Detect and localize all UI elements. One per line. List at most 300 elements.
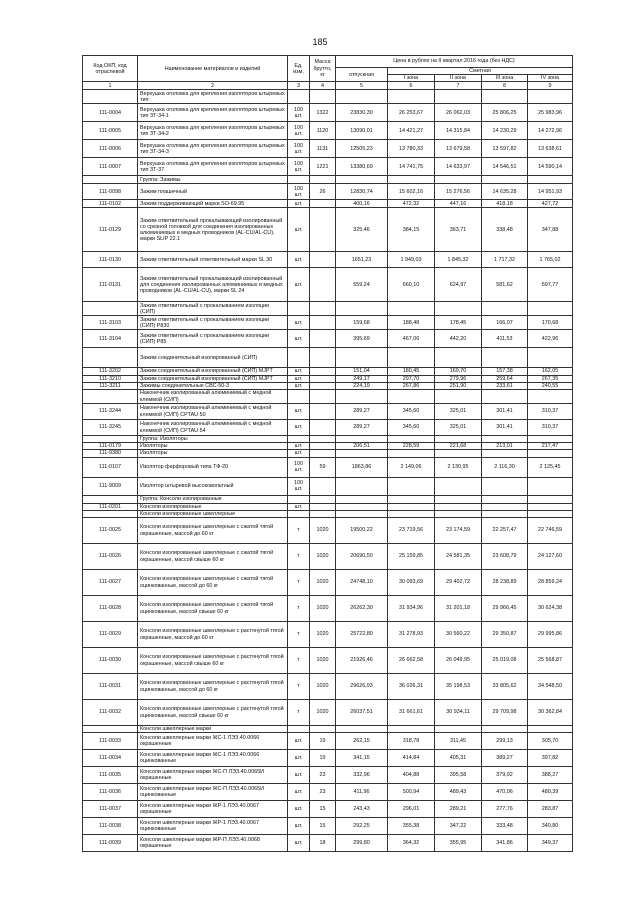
- table-row: [83, 443, 573, 450]
- cell-price-zone-1: 180,45: [388, 368, 435, 375]
- cell-code: 111-3245: [83, 420, 138, 436]
- table-row: [83, 330, 573, 348]
- cell-price-zone-3: 14 230,29: [482, 122, 528, 140]
- cell-price-zone-4: 25 568,87: [528, 648, 573, 674]
- cell-price-zone-2: 325,01: [435, 420, 482, 436]
- cell-code: [83, 495, 138, 503]
- cell-mass: 19: [310, 733, 336, 750]
- cell-price-zone-4: 14 590,14: [528, 158, 573, 176]
- cell-code: 111-3202: [83, 368, 138, 375]
- cell-code: 111-0107: [83, 457, 138, 477]
- cell-code: 111-0026: [83, 544, 138, 570]
- cell-unit: [288, 176, 310, 184]
- cell-price-zone-1: 31 278,93: [388, 622, 435, 648]
- cell-name: Консоли изолированные швеллерные с растянутой тягой окрашенные, массой до 60 кг: [138, 622, 288, 648]
- cell-price-zone-3: 389,27: [482, 750, 528, 767]
- cell-name: Зажим соединительный изолированный (СИП): [138, 348, 288, 368]
- cell-price-zone-2: [435, 477, 482, 495]
- cell-mass: [310, 330, 336, 348]
- cell-price-otpusknaya: 289,27: [336, 404, 388, 420]
- table-row: [83, 544, 573, 570]
- cell-price-otpusknaya: 20690,50: [336, 544, 388, 570]
- cell-code: [83, 436, 138, 443]
- cell-unit: 100 шт.: [288, 140, 310, 158]
- cell-price-otpusknaya: 12830,74: [336, 184, 388, 200]
- cell-price-zone-4: 480,39: [528, 784, 573, 801]
- cell-price-zone-2: 279,96: [435, 375, 482, 382]
- cell-price-zone-3: 470,06: [482, 784, 528, 801]
- cell-price-zone-2: [435, 503, 482, 510]
- cell-price-zone-1: 297,70: [388, 375, 435, 382]
- table-row: [83, 104, 573, 122]
- cell-unit: [288, 90, 310, 104]
- cell-unit: шт.: [288, 420, 310, 436]
- cell-price-zone-2: 347,22: [435, 818, 482, 835]
- cell-mass: [310, 436, 336, 443]
- cell-code: 111-0037: [83, 801, 138, 818]
- cell-price-zone-1: 267,86: [388, 382, 435, 389]
- cell-price-zone-4: 30 624,38: [528, 596, 573, 622]
- cell-unit: т: [288, 596, 310, 622]
- cell-price-otpusknaya: 325,46: [336, 208, 388, 252]
- cell-price-zone-4: [528, 390, 573, 404]
- cell-price-zone-4: 14 272,96: [528, 122, 573, 140]
- cell-name: Консоли швеллерные марки ЖС-1 ЛЭЗ.40.0066 оцинкованные: [138, 750, 288, 767]
- cell-price-zone-4: 2 125,45: [528, 457, 573, 477]
- cell-code: [83, 176, 138, 184]
- cell-price-zone-4: [528, 436, 573, 443]
- header-unit: Ед. изм.: [288, 56, 310, 82]
- cell-name: Консоли изолированные швеллерные с сжатой тягой окрашенные, массой свыше 60 кг: [138, 544, 288, 570]
- cell-price-zone-2: [435, 450, 482, 457]
- cell-price-zone-1: 23 719,56: [388, 518, 435, 544]
- cell-price-zone-4: 28 859,24: [528, 570, 573, 596]
- cell-mass: 19: [310, 750, 336, 767]
- cell-unit: [288, 348, 310, 368]
- cell-mass: [310, 252, 336, 268]
- cell-price-zone-1: 318,78: [388, 733, 435, 750]
- group-row: [83, 436, 573, 443]
- cell-code: 111-0004: [83, 104, 138, 122]
- table-row: [83, 375, 573, 382]
- cell-mass: [310, 316, 336, 330]
- cell-price-zone-1: 404,88: [388, 767, 435, 784]
- cell-mass: 26: [310, 184, 336, 200]
- table-row: [83, 596, 573, 622]
- cell-code: 111-0179: [83, 443, 138, 450]
- cell-code: [83, 390, 138, 404]
- cell-price-zone-4: 310,37: [528, 404, 573, 420]
- cell-unit: шт.: [288, 404, 310, 420]
- cell-price-zone-3: 166,07: [482, 316, 528, 330]
- cell-price-zone-4: 240,55: [528, 382, 573, 389]
- table-row: [83, 503, 573, 510]
- cell-name: Консоли швеллерные марки ЖР-1 ЛЭЗ.40.0067 окрашенные: [138, 801, 288, 818]
- cell-mass: [310, 477, 336, 495]
- cell-price-zone-1: 364,32: [388, 835, 435, 852]
- cell-price-otpusknaya: 224,19: [336, 382, 388, 389]
- cell-price-zone-2: [435, 302, 482, 316]
- group-row: [83, 176, 573, 184]
- cell-unit: шт.: [288, 375, 310, 382]
- cell-price-zone-1: 15 602,16: [388, 184, 435, 200]
- table-row: [83, 477, 573, 495]
- column-index: 7: [435, 82, 482, 90]
- cell-price-zone-3: [482, 348, 528, 368]
- cell-name: Консоли изолированные швеллерные с растянутой тягой оцинкованные, массой до 60 кг: [138, 674, 288, 700]
- header-price-title: Цена в рублях на II квартал 2016 года (без НДС): [336, 56, 573, 68]
- cell-mass: 1020: [310, 518, 336, 544]
- table-row: [83, 457, 573, 477]
- cell-price-otpusknaya: 299,80: [336, 835, 388, 852]
- cell-price-zone-1: 25 159,85: [388, 544, 435, 570]
- cell-code: 111-0129: [83, 208, 138, 252]
- cell-price-zone-2: 29 402,72: [435, 570, 482, 596]
- cell-name: Консоли швеллерные марки ЖР-1 ЛЭЗ.40.0067 оцинкованные: [138, 818, 288, 835]
- column-index: 6: [388, 82, 435, 90]
- cell-price-otpusknaya: [336, 510, 388, 517]
- cell-name: Консоли изолированные: [138, 503, 288, 510]
- cell-code: 111-0036: [83, 784, 138, 801]
- cell-price-zone-2: 395,58: [435, 767, 482, 784]
- cell-unit: [288, 726, 310, 733]
- cell-price-zone-4: 170,68: [528, 316, 573, 330]
- cell-code: [83, 348, 138, 368]
- table-row: [83, 268, 573, 302]
- cell-price-otpusknaya: 262,15: [336, 733, 388, 750]
- cell-mass: [310, 348, 336, 368]
- cell-price-zone-4: [528, 510, 573, 517]
- table-row: [83, 382, 573, 389]
- cell-price-zone-2: [435, 436, 482, 443]
- cell-price-zone-3: [482, 90, 528, 104]
- cell-price-otpusknaya: 411,96: [336, 784, 388, 801]
- cell-price-zone-3: [482, 436, 528, 443]
- cell-code: 111-0006: [83, 140, 138, 158]
- cell-price-zone-3: 14 546,51: [482, 158, 528, 176]
- cell-price-zone-4: 388,27: [528, 767, 573, 784]
- cell-price-zone-4: 422,96: [528, 330, 573, 348]
- cell-price-zone-1: [388, 348, 435, 368]
- cell-name: Зажим ответвительный прокалывающий изолированный со срезной головкой для соединения изолированных алюминиевых и медных проводников (AL-CU/AL-CU), марки SLIP 22.1: [138, 208, 288, 252]
- header-zone-3: III зона: [482, 75, 528, 82]
- cell-price-zone-3: 213,01: [482, 443, 528, 450]
- cell-mass: [310, 443, 336, 450]
- cell-price-zone-1: 660,10: [388, 268, 435, 302]
- cell-price-zone-4: 1 765,02: [528, 252, 573, 268]
- cell-price-zone-2: [435, 348, 482, 368]
- cell-price-zone-1: [388, 726, 435, 733]
- cell-code: 111-9380: [83, 450, 138, 457]
- cell-price-zone-2: 15 276,56: [435, 184, 482, 200]
- cell-code: 111-0030: [83, 648, 138, 674]
- cell-code: [83, 510, 138, 517]
- cell-price-otpusknaya: 395,69: [336, 330, 388, 348]
- cell-code: 111-3103: [83, 316, 138, 330]
- cell-unit: т: [288, 648, 310, 674]
- cell-price-zone-4: [528, 176, 573, 184]
- cell-unit: 100 шт.: [288, 104, 310, 122]
- cell-price-zone-3: [482, 726, 528, 733]
- cell-price-zone-1: [388, 176, 435, 184]
- cell-price-zone-3: 338,48: [482, 208, 528, 252]
- cell-price-zone-1: [388, 495, 435, 503]
- cell-unit: 100 шт.: [288, 122, 310, 140]
- table-row: [83, 570, 573, 596]
- cell-price-zone-3: 333,48: [482, 818, 528, 835]
- cell-mass: [310, 495, 336, 503]
- group-row: [83, 495, 573, 503]
- cell-unit: т: [288, 622, 310, 648]
- group-row: [83, 302, 573, 316]
- table-row: [83, 818, 573, 835]
- cell-mass: [310, 510, 336, 517]
- cell-price-otpusknaya: 289,27: [336, 420, 388, 436]
- cell-price-zone-3: 22 257,47: [482, 518, 528, 544]
- cell-price-zone-3: [482, 503, 528, 510]
- cell-price-zone-2: 26 062,03: [435, 104, 482, 122]
- cell-price-zone-3: 418,18: [482, 200, 528, 208]
- cell-price-otpusknaya: 159,68: [336, 316, 388, 330]
- cell-price-zone-1: 2 149,06: [388, 457, 435, 477]
- cell-price-zone-4: 24 127,60: [528, 544, 573, 570]
- cell-name: Изоляторы: [138, 443, 288, 450]
- header-mass: Масса брутто, кг: [310, 56, 336, 82]
- header-zone-2: II зона: [435, 75, 482, 82]
- cell-name: Верхушка оголовка для крепления изоляторов штыревых тип ЗТ-34-1: [138, 104, 288, 122]
- cell-code: 111-3104: [83, 330, 138, 348]
- cell-price-zone-1: [388, 436, 435, 443]
- group-row: [83, 726, 573, 733]
- cell-price-zone-1: [388, 477, 435, 495]
- cell-price-zone-2: 447,16: [435, 200, 482, 208]
- cell-unit: 100 шт.: [288, 158, 310, 176]
- cell-code: 111-0038: [83, 818, 138, 835]
- cell-mass: [310, 90, 336, 104]
- cell-name: Изолятор фарфоровый типа ТФ-20: [138, 457, 288, 477]
- cell-code: 111-0007: [83, 158, 138, 176]
- cell-price-zone-2: 325,01: [435, 404, 482, 420]
- cell-price-zone-3: 341,86: [482, 835, 528, 852]
- cell-name: Консоли швеллерные марки ЖС-1 ЛЭЗ.40.0066 окрашенные: [138, 733, 288, 750]
- cell-price-zone-2: 2 130,95: [435, 457, 482, 477]
- cell-price-zone-4: 22 746,59: [528, 518, 573, 544]
- cell-name: Группа: Консоли изолированные: [138, 495, 288, 503]
- cell-price-zone-2: 489,43: [435, 784, 482, 801]
- table-row: [83, 648, 573, 674]
- cell-price-zone-1: [388, 450, 435, 457]
- table-row: [83, 368, 573, 375]
- cell-price-zone-3: 277,76: [482, 801, 528, 818]
- cell-price-zone-2: 221,68: [435, 443, 482, 450]
- column-index: 5: [336, 82, 388, 90]
- cell-mass: [310, 420, 336, 436]
- cell-name: Зажим поддерживающий марки SO-69.95: [138, 200, 288, 208]
- cell-price-zone-3: [482, 477, 528, 495]
- cell-price-zone-1: 30 093,69: [388, 570, 435, 596]
- cell-price-zone-4: 34 548,50: [528, 674, 573, 700]
- cell-price-otpusknaya: [336, 477, 388, 495]
- cell-price-zone-4: 349,37: [528, 835, 573, 852]
- cell-price-zone-1: 26 253,67: [388, 104, 435, 122]
- cell-price-zone-2: 14 633,97: [435, 158, 482, 176]
- cell-mass: 1020: [310, 700, 336, 726]
- cell-code: 111-0201: [83, 503, 138, 510]
- cell-price-zone-2: 178,45: [435, 316, 482, 330]
- cell-code: 111-9009: [83, 477, 138, 495]
- cell-price-zone-2: 30 934,11: [435, 700, 482, 726]
- cell-price-otpusknaya: 19500,22: [336, 518, 388, 544]
- cell-code: 111-3244: [83, 404, 138, 420]
- cell-mass: 59: [310, 457, 336, 477]
- cell-code: 111-0032: [83, 700, 138, 726]
- cell-mass: [310, 302, 336, 316]
- cell-price-zone-3: [482, 510, 528, 517]
- cell-unit: т: [288, 570, 310, 596]
- cell-code: 111-0034: [83, 750, 138, 767]
- cell-price-zone-3: 29 966,45: [482, 596, 528, 622]
- cell-name: Верхушка оголовка для крепления изоляторов штыревых тип:: [138, 90, 288, 104]
- cell-mass: 1131: [310, 140, 336, 158]
- cell-unit: шт.: [288, 316, 310, 330]
- table-row: [83, 674, 573, 700]
- cell-mass: 15: [310, 801, 336, 818]
- cell-name: Консоли швеллерные марки ЖС-П ЛЭЗ.40.0065И оцинкованные: [138, 784, 288, 801]
- cell-unit: шт.: [288, 330, 310, 348]
- cell-name: Зажим ответвительный ответвительный марки SL 30: [138, 252, 288, 268]
- table-row: [83, 450, 573, 457]
- cell-unit: [288, 510, 310, 517]
- cell-price-zone-3: [482, 495, 528, 503]
- cell-code: 111-3211: [83, 382, 138, 389]
- cell-price-zone-2: [435, 495, 482, 503]
- cell-unit: [288, 495, 310, 503]
- table-row: [83, 733, 573, 750]
- cell-price-zone-4: 597,77: [528, 268, 573, 302]
- table-row: [83, 140, 573, 158]
- cell-name: Зажим ответвительный с прокалыванием изоляции (СИП): [138, 302, 288, 316]
- cell-mass: [310, 375, 336, 382]
- header-otpusknaya: отпускная: [336, 68, 388, 82]
- cell-price-otpusknaya: 332,96: [336, 767, 388, 784]
- cell-price-zone-4: 397,82: [528, 750, 573, 767]
- cell-price-zone-2: 251,90: [435, 382, 482, 389]
- cell-unit: [288, 302, 310, 316]
- cell-name: Зажим ответвительный с прокалыванием изоляции (СИП) Р830: [138, 316, 288, 330]
- cell-name: Наконечник изолированный алюминиевый с медной клеммой (СИП): [138, 390, 288, 404]
- cell-price-zone-1: [388, 302, 435, 316]
- cell-price-otpusknaya: 23830,30: [336, 104, 388, 122]
- cell-name: Зажим соединительный изолированный (СИП) MJPT: [138, 375, 288, 382]
- group-row: [83, 90, 573, 104]
- cell-name: Консоли изолированные швеллерные с растянутой тягой оцинкованные, массой свыше 60 кг: [138, 700, 288, 726]
- cell-mass: [310, 268, 336, 302]
- cell-name: Изоляторы: [138, 450, 288, 457]
- cell-price-zone-4: 347,88: [528, 208, 573, 252]
- cell-price-zone-4: [528, 450, 573, 457]
- table-row: [83, 184, 573, 200]
- cell-unit: шт.: [288, 767, 310, 784]
- cell-price-zone-3: 28 238,89: [482, 570, 528, 596]
- cell-unit: 100 шт.: [288, 184, 310, 200]
- cell-mass: 1020: [310, 596, 336, 622]
- cell-code: 111-0005: [83, 122, 138, 140]
- cell-price-zone-3: 1 717,32: [482, 252, 528, 268]
- cell-name: Консоли швеллерные марки ЖС-П ЛЭЗ.40.0065И окрашенные: [138, 767, 288, 784]
- table-row: [83, 801, 573, 818]
- cell-code: 111-0031: [83, 674, 138, 700]
- cell-price-zone-3: 581,62: [482, 268, 528, 302]
- column-index: 4: [310, 82, 336, 90]
- cell-price-otpusknaya: 26037,51: [336, 700, 388, 726]
- cell-price-zone-2: 14 315,84: [435, 122, 482, 140]
- page-number: 185: [312, 37, 328, 47]
- cell-price-otpusknaya: 13380,69: [336, 158, 388, 176]
- cell-price-zone-4: [528, 348, 573, 368]
- cell-mass: [310, 176, 336, 184]
- cell-code: [83, 302, 138, 316]
- cell-price-otpusknaya: 1651,23: [336, 252, 388, 268]
- cell-price-zone-2: [435, 390, 482, 404]
- cell-price-zone-1: [388, 503, 435, 510]
- cell-price-zone-2: [435, 176, 482, 184]
- cell-price-zone-4: 283,87: [528, 801, 573, 818]
- cell-price-zone-2: 169,70: [435, 368, 482, 375]
- cell-price-zone-2: 405,31: [435, 750, 482, 767]
- cell-name: Консоли швеллерные марки: [138, 726, 288, 733]
- cell-name: Консоли изолированные швеллерные с сжатой тягой окрашенные, массой до 60 кг: [138, 518, 288, 544]
- cell-code: 111-3210: [83, 375, 138, 382]
- cell-price-zone-4: 29 995,86: [528, 622, 573, 648]
- cell-code: 111-0029: [83, 622, 138, 648]
- cell-price-zone-3: 25 806,25: [482, 104, 528, 122]
- cell-price-otpusknaya: [336, 176, 388, 184]
- cell-price-zone-3: 33 805,62: [482, 674, 528, 700]
- column-index-row: [83, 82, 573, 90]
- cell-price-otpusknaya: [336, 390, 388, 404]
- cell-unit: шт.: [288, 368, 310, 375]
- cell-price-otpusknaya: [336, 302, 388, 316]
- cell-code: 111-0098: [83, 184, 138, 200]
- cell-name: Консоли изолированные швеллерные: [138, 510, 288, 517]
- cell-price-otpusknaya: 13090,01: [336, 122, 388, 140]
- cell-name: Консоли изолированные швеллерные с растянутой тягой окрашенные, массой свыше 60 кг: [138, 648, 288, 674]
- cell-price-otpusknaya: [336, 90, 388, 104]
- cell-price-zone-2: 363,71: [435, 208, 482, 252]
- cell-price-otpusknaya: [336, 450, 388, 457]
- cell-price-zone-3: [482, 176, 528, 184]
- cell-unit: шт.: [288, 443, 310, 450]
- cell-mass: 23: [310, 767, 336, 784]
- cell-mass: [310, 382, 336, 389]
- cell-price-zone-2: [435, 90, 482, 104]
- cell-price-zone-2: 35 198,53: [435, 674, 482, 700]
- cell-price-zone-4: [528, 503, 573, 510]
- cell-mass: [310, 390, 336, 404]
- cell-price-zone-2: 355,95: [435, 835, 482, 852]
- cell-unit: шт.: [288, 268, 310, 302]
- cell-price-zone-1: 345,60: [388, 404, 435, 420]
- table-row: [83, 784, 573, 801]
- table-row: [83, 200, 573, 208]
- cell-name: Верхушка оголовка для крепления изоляторов штыревых тип ЗТ-34-2: [138, 122, 288, 140]
- cell-price-zone-2: 624,97: [435, 268, 482, 302]
- cell-price-zone-4: 14 951,93: [528, 184, 573, 200]
- cell-price-zone-3: 233,61: [482, 382, 528, 389]
- cell-price-zone-3: 299,13: [482, 733, 528, 750]
- table-row: [83, 700, 573, 726]
- cell-code: 111-0131: [83, 268, 138, 302]
